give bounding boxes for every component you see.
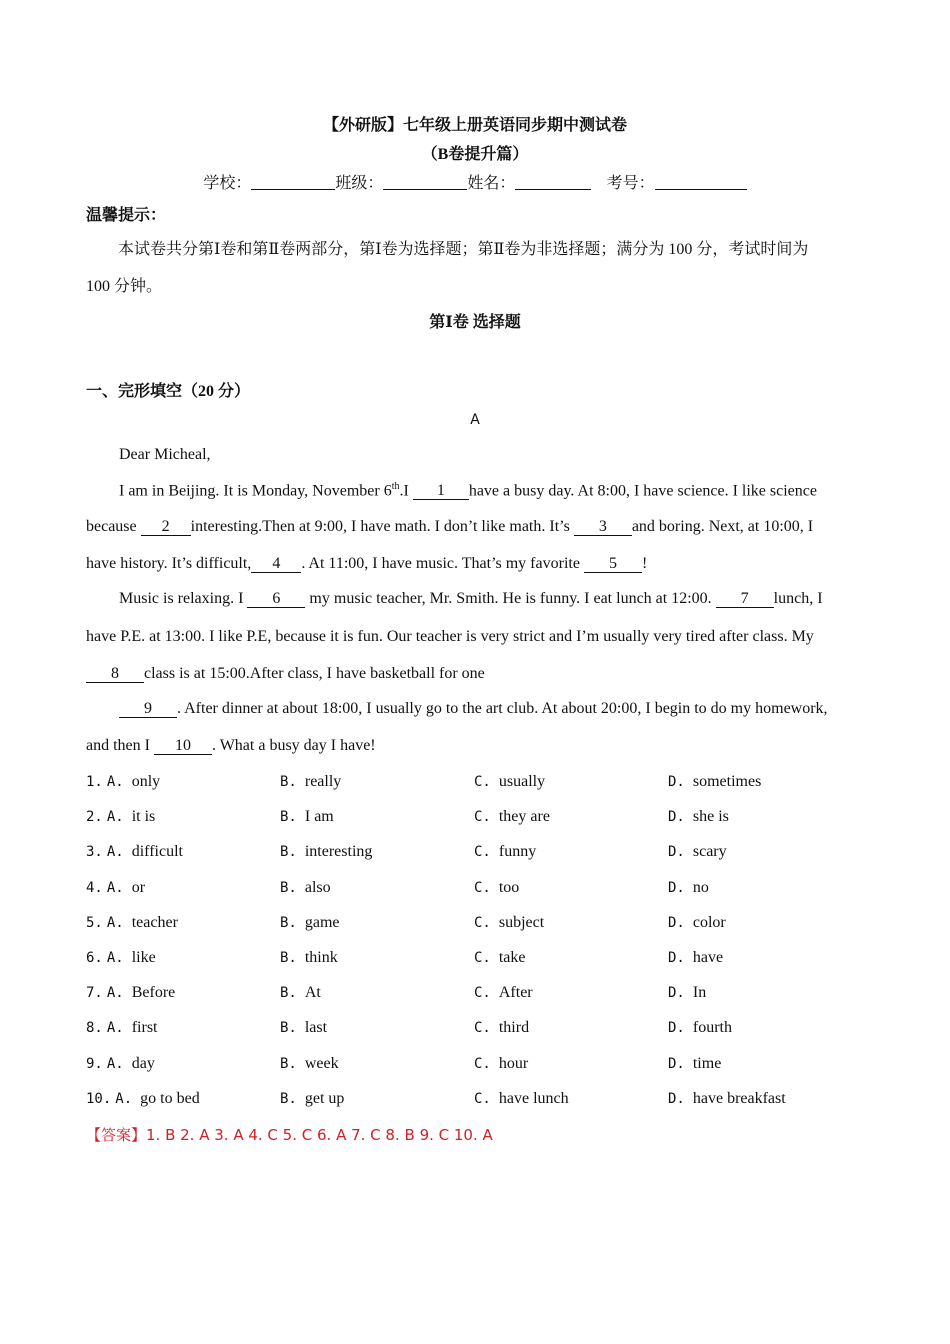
school-blank: [251, 175, 335, 190]
option-text: they are: [498, 808, 550, 826]
passage-line-3: have history. It’s difficult, 4 . At 11:00, I have music. That’s my favorite 5 !: [86, 555, 648, 572]
option-text: like: [131, 949, 156, 966]
question-number: 3.: [86, 844, 103, 861]
option-letter: D.: [668, 809, 685, 826]
question-10-option-a: [86, 1090, 200, 1108]
option-text: have breakfast: [692, 1089, 786, 1107]
option-letter: A.: [106, 844, 124, 861]
question-6-option-d: [668, 949, 723, 967]
blank-4: 4: [251, 556, 301, 573]
option-text: scary: [692, 843, 727, 861]
option-text: also: [304, 878, 331, 896]
passage-line-1: I am in Beijing. It is Monday, November 6th.I 1 have a busy day. At 8:00, I have science. I like science: [119, 481, 817, 500]
question-2-option-b: [280, 808, 334, 826]
option-text: Before: [131, 984, 176, 1002]
question-5-option-d: [668, 914, 726, 932]
option-text: At: [304, 984, 321, 1002]
question-3-option-c: [474, 843, 536, 861]
option-text: she is: [692, 808, 729, 826]
option-text: I am: [304, 808, 334, 826]
option-letter: A.: [106, 950, 124, 966]
option-text: usually: [498, 773, 546, 790]
section-title: 第Ⅰ卷 选择题: [429, 314, 521, 331]
question-4-option-d: [668, 879, 709, 897]
option-letter: B.: [280, 914, 297, 931]
blank-6: 6: [247, 591, 305, 608]
option-letter: B.: [280, 774, 297, 790]
option-text: only: [131, 773, 161, 790]
option-text: too: [498, 878, 520, 896]
option-text: fourth: [692, 1019, 732, 1037]
notice-line-1: 本试卷共分第Ⅰ卷和第Ⅱ卷两部分，第Ⅰ卷为选择题；第Ⅱ卷为非选择题；满分为 100 分，考试时间为: [118, 241, 809, 258]
option-letter: A.: [106, 1020, 124, 1037]
blank-7: 7: [716, 591, 774, 608]
document-subtitle: （B卷提升篇）: [421, 146, 529, 163]
question-4-option-a: [86, 879, 145, 897]
option-letter: C.: [474, 1090, 491, 1107]
option-text: teacher: [131, 913, 178, 931]
question-2-option-c: [474, 808, 550, 826]
answer-key: 【答案】1. B 2. A 3. A 4. C 5. C 6. A 7. C 8. B 9. C 10. A: [86, 1126, 493, 1144]
option-letter: B.: [280, 1055, 297, 1072]
option-text: interesting: [304, 843, 373, 861]
question-7-option-d: [668, 984, 706, 1002]
option-letter: C.: [474, 809, 491, 826]
document-title: 【外研版】七年级上册英语同步期中测试卷: [322, 117, 627, 134]
school-label: 学校：: [203, 173, 252, 192]
student-info-line: [0, 170, 950, 193]
question-8-option-b: [280, 1019, 327, 1037]
passage-line-5: have P.E. at 13:00. I like P.E, because it is fun. Our teacher is very strict and I’m usually very tired after class. My: [86, 628, 814, 645]
option-letter: A.: [106, 879, 124, 896]
option-letter: B.: [280, 879, 297, 896]
question-9-option-c: [474, 1055, 528, 1073]
question-1-option-b: [280, 773, 341, 791]
question-number: 6.: [86, 950, 103, 966]
option-letter: D.: [668, 774, 685, 790]
option-letter: A.: [106, 914, 124, 931]
option-text: no: [692, 878, 709, 896]
option-text: really: [304, 773, 342, 790]
question-1-option-c: [474, 773, 545, 791]
question-number: 10.: [86, 1090, 112, 1107]
blank-9: 9: [119, 701, 177, 718]
question-9-option-d: [668, 1055, 721, 1073]
question-10-option-d: [668, 1090, 786, 1108]
option-letter: D.: [668, 1020, 685, 1037]
option-letter: A.: [106, 1055, 124, 1072]
option-letter: C.: [474, 844, 491, 861]
option-text: After: [498, 984, 533, 1002]
option-letter: D.: [668, 1090, 685, 1107]
option-letter: B.: [280, 985, 297, 1002]
question-10-option-c: [474, 1090, 569, 1108]
id-label: 考号：: [606, 173, 655, 192]
option-text: time: [692, 1054, 722, 1072]
question-1-option-d: [668, 773, 761, 791]
question-number: 9.: [86, 1055, 103, 1072]
option-letter: B.: [280, 1090, 297, 1107]
option-text: game: [304, 913, 340, 931]
class-blank: [383, 175, 467, 190]
option-letter: A.: [106, 774, 124, 790]
question-7-option-b: [280, 984, 321, 1002]
option-letter: D.: [668, 879, 685, 896]
option-letter: B.: [280, 950, 297, 966]
question-3-option-d: [668, 843, 727, 861]
question-number: 8.: [86, 1020, 103, 1037]
question-number: 4.: [86, 879, 103, 896]
option-letter: A.: [106, 809, 124, 826]
option-letter: C.: [474, 1055, 491, 1072]
option-text: difficult: [131, 843, 183, 861]
option-text: funny: [498, 843, 537, 861]
option-letter: A.: [115, 1090, 133, 1107]
question-7-option-a: [86, 984, 175, 1002]
option-text: subject: [498, 913, 545, 931]
option-letter: D.: [668, 844, 685, 861]
question-9-option-b: [280, 1055, 339, 1073]
blank-10: 10: [154, 738, 212, 755]
blank-3: 3: [574, 519, 632, 536]
option-text: sometimes: [692, 773, 762, 790]
blank-2: 2: [141, 519, 191, 536]
passage-line-7: 9 . After dinner at about 18:00, I usually go to the art club. At about 20:00, I begin to do my homework,: [119, 700, 828, 718]
option-letter: D.: [668, 950, 685, 966]
notice-heading: 温馨提示：: [86, 207, 167, 224]
option-text: day: [131, 1054, 155, 1072]
question-1-option-a: [86, 773, 160, 791]
question-8-option-a: [86, 1019, 158, 1037]
question-5-option-b: [280, 914, 340, 932]
question-5-option-a: [86, 914, 178, 932]
option-text: think: [304, 949, 338, 966]
option-text: third: [498, 1019, 530, 1037]
option-letter: C.: [474, 950, 491, 966]
option-text: hour: [498, 1054, 529, 1072]
question-7-option-c: [474, 984, 533, 1002]
question-4-option-c: [474, 879, 519, 897]
option-text: or: [131, 878, 146, 896]
option-text: have: [692, 949, 724, 966]
option-letter: C.: [474, 1020, 491, 1037]
option-text: week: [304, 1054, 339, 1072]
blank-8: 8: [86, 666, 144, 683]
option-letter: D.: [668, 1055, 685, 1072]
question-9-option-a: [86, 1055, 155, 1073]
question-number: 1.: [86, 774, 103, 790]
id-blank: [655, 175, 747, 190]
question-6-option-b: [280, 949, 338, 967]
blank-5: 5: [584, 556, 642, 573]
passage-line-2: because 2 interesting.Then at 9:00, I have math. I don’t like math. It’s 3 and boring. Next, at 10:00, I: [86, 518, 814, 535]
part-title: 一、完形填空（20 分）: [86, 383, 251, 400]
option-letter: B.: [280, 1020, 297, 1037]
option-letter: C.: [474, 879, 491, 896]
passage-line-8: and then I 10 . What a busy day I have!: [86, 737, 376, 754]
question-8-option-d: [668, 1019, 732, 1037]
option-text: go to bed: [140, 1089, 200, 1107]
option-text: get up: [304, 1089, 345, 1107]
question-number: 7.: [86, 985, 103, 1002]
question-4-option-b: [280, 879, 331, 897]
option-letter: A.: [106, 985, 124, 1002]
name-label: 姓名：: [467, 173, 516, 192]
question-6-option-c: [474, 949, 526, 967]
option-text: last: [304, 1019, 328, 1037]
option-letter: D.: [668, 914, 685, 931]
question-number: 2.: [86, 809, 103, 826]
option-text: In: [692, 984, 707, 1002]
name-blank: [515, 175, 591, 190]
option-letter: B.: [280, 809, 297, 826]
option-letter: D.: [668, 985, 685, 1002]
question-2-option-d: [668, 808, 729, 826]
question-3-option-b: [280, 843, 372, 861]
class-label: 班级：: [335, 173, 384, 192]
question-3-option-a: [86, 843, 183, 861]
option-text: take: [498, 949, 526, 966]
option-text: first: [131, 1019, 158, 1037]
passage-greeting: Dear Micheal,: [119, 446, 211, 463]
option-letter: C.: [474, 914, 491, 931]
question-2-option-a: [86, 808, 155, 826]
question-6-option-a: [86, 949, 156, 967]
option-text: it is: [131, 808, 156, 826]
passage-line-4: Music is relaxing. I 6 my music teacher, Mr. Smith. He is funny. I eat lunch at 12:00. 7 lunch, I: [119, 590, 823, 607]
option-letter: C.: [474, 774, 491, 790]
option-text: have lunch: [498, 1089, 569, 1107]
option-letter: B.: [280, 844, 297, 861]
passage-label: A: [470, 412, 480, 428]
question-5-option-c: [474, 914, 544, 932]
option-letter: C.: [474, 985, 491, 1002]
question-number: 5.: [86, 914, 103, 931]
option-text: color: [692, 913, 726, 931]
question-10-option-b: [280, 1090, 344, 1108]
notice-line-2: 100 分钟。: [86, 278, 163, 295]
blank-1: 1: [413, 483, 469, 500]
passage-line-6: 8 class is at 15:00.After class, I have basketball for one: [86, 665, 485, 683]
question-8-option-c: [474, 1019, 529, 1037]
